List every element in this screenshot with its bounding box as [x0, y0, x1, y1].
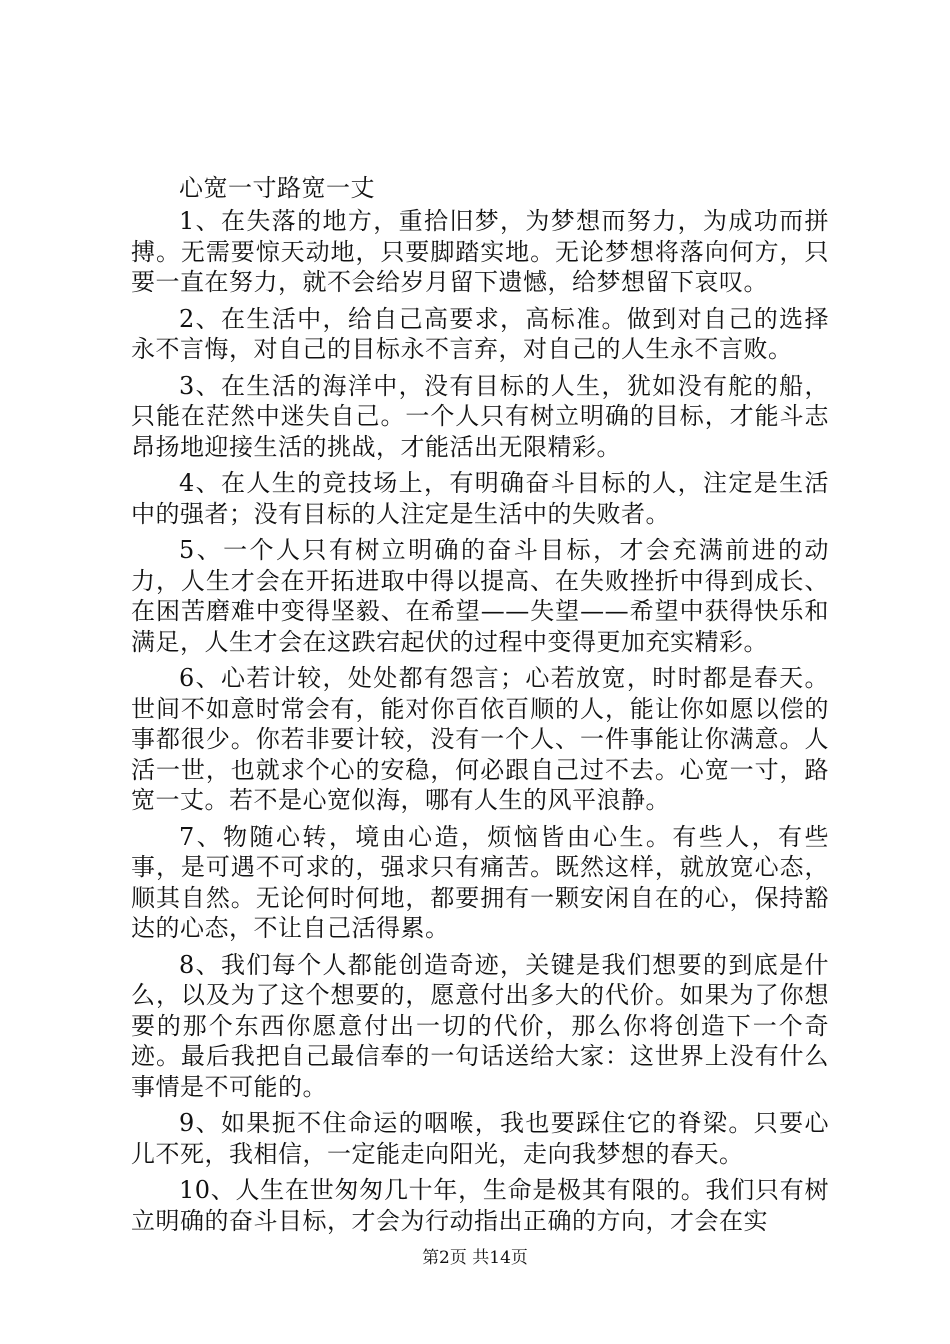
paragraph-6: 6、心若计较，处处都有怨言；心若放宽，时时都是春天。世间不如意时常会有，能对你百依百顺的人，能让你如愿以偿的事都很少。你若非要计较，没有一个人、一件事能让你满意。人活一世，也就求个心的安稳，何必跟自己过不去。心宽一寸，路宽一丈。若不是心宽似海，哪有人生的风平浪静。	[131, 664, 829, 814]
paragraph-9: 9、如果扼不住命运的咽喉，我也要踩住它的脊梁。只要心儿不死，我相信，一定能走向阳光，走向我梦想的春天。	[131, 1109, 829, 1168]
paragraph-1: 1、在失落的地方，重拾旧梦，为梦想而努力，为成功而拼搏。无需要惊天动地，只要脚踏实地。无论梦想将落向何方，只要一直在努力，就不会给岁月留下遗憾，给梦想留下哀叹。	[131, 207, 829, 296]
page-number-footer: 第2页 共14页	[422, 1248, 528, 1268]
paragraph-5: 5、一个人只有树立明确的奋斗目标，才会充满前进的动力，人生才会在开拓进取中得以提高、在失败挫折中得到成长、在困苦磨难中变得坚毅、在希望——失望——希望中获得快乐和满足，人生才会在这跌宕起伏的过程中变得更加充实精彩。	[131, 536, 829, 656]
document-body	[131, 170, 829, 1242]
paragraph-8: 8、我们每个人都能创造奇迹，关键是我们想要的到底是什么，以及为了这个想要的，愿意付出多大的代价。如果为了你想要的那个东西你愿意付出一切的代价，那么你将创造下一个奇迹。最后我把自己最信奉的一句话送给大家：这世界上没有什么事情是不可能的。	[131, 950, 829, 1101]
paragraph-10: 10、人生在世匆匆几十年，生命是极其有限的。我们只有树立明确的奋斗目标，才会为行动指出正确的方向，才会在实	[131, 1176, 829, 1235]
paragraph-7: 7、物随心转，境由心造，烦恼皆由心生。有些人，有些事，是可遇不可求的，强求只有痛苦。既然这样，就放宽心态，顺其自然。无论何时何地，都要拥有一颗安闲自在的心，保持豁达的心态，不让自己活得累。	[131, 822, 829, 942]
paragraph-4: 4、在人生的竞技场上，有明确奋斗目标的人，注定是生活中的强者；没有目标的人注定是生活中的失败者。	[131, 469, 829, 528]
document-title: 心宽一寸路宽一丈	[179, 174, 375, 202]
paragraph-2: 2、在生活中，给自己高要求，高标准。做到对自己的选择永不言悔，对自己的目标永不言弃，对自己的人生永不言败。	[131, 304, 829, 363]
paragraph-3: 3、在生活的海洋中，没有目标的人生，犹如没有舵的船，只能在茫然中迷失自己。一个人只有树立明确的目标，才能斗志昂扬地迎接生活的挑战，才能活出无限精彩。	[131, 371, 829, 461]
